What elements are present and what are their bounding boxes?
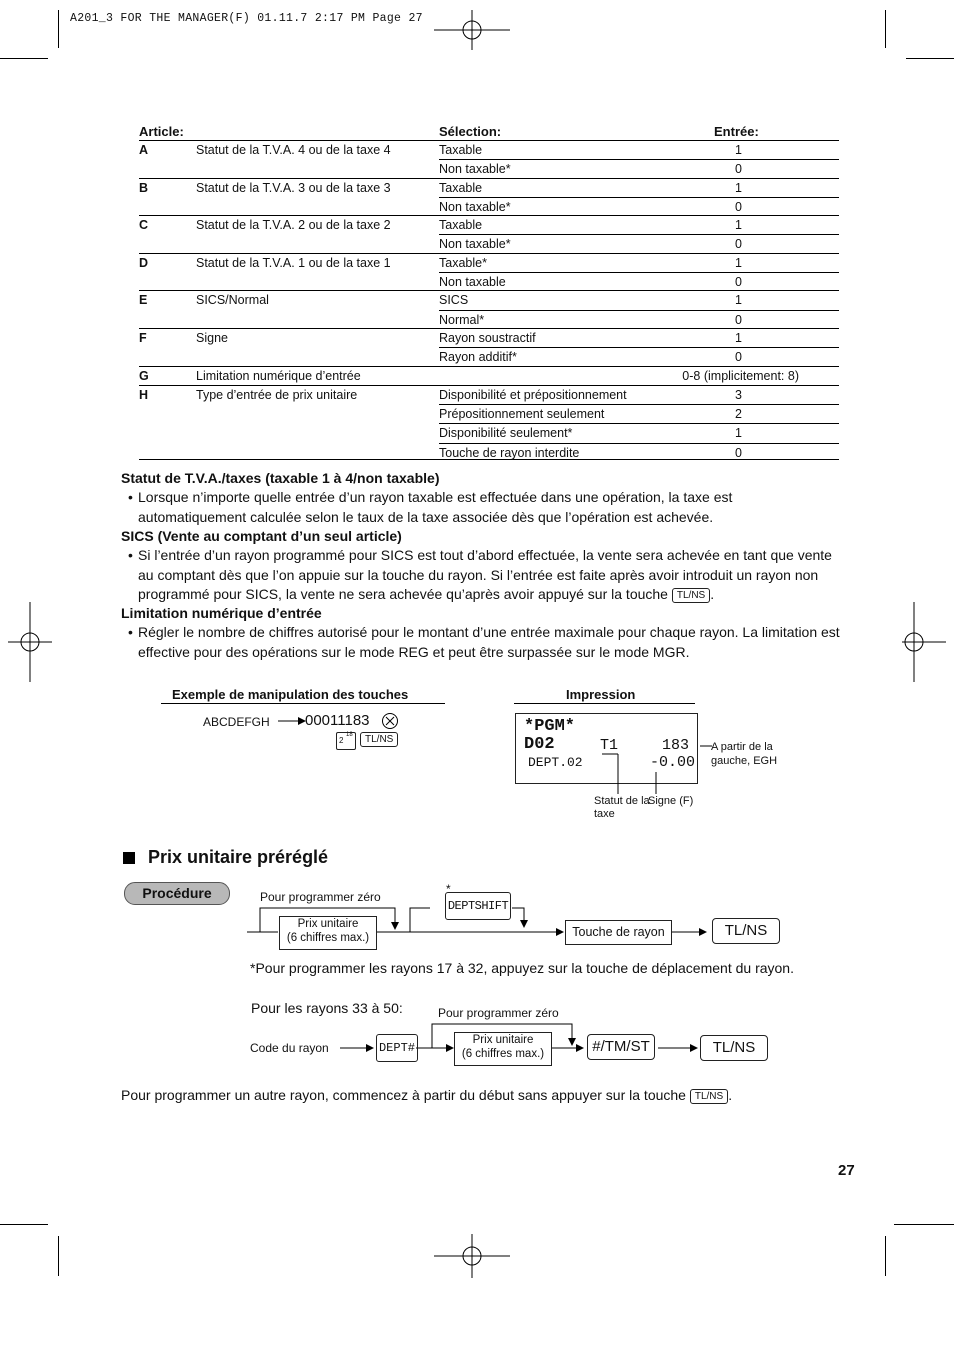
procedure-badge: Procédure	[124, 882, 230, 905]
item-article: SICS/Normal	[196, 293, 269, 308]
final-text	[121, 1087, 732, 1104]
item-article: Statut de la T.V.A. 2 ou de la taxe 2	[196, 218, 391, 233]
item-article: Statut de la T.V.A. 4 ou de la taxe 4	[196, 143, 391, 157]
entry-cell: 2	[735, 407, 742, 422]
table-row	[439, 367, 839, 385]
table-row	[439, 291, 839, 309]
final-text-body: Pour programmer un autre rayon, commencez à partir du début sans appuyer sur la touche	[121, 1087, 686, 1103]
receipt-line3: DEPT.02	[528, 755, 583, 770]
example-input-label: ABCDEFGH	[203, 715, 270, 729]
selection-cell: Rayon additif*	[439, 350, 517, 365]
col-article: Article:	[139, 124, 184, 139]
unit-price-sub-2: (6 chiffres max.)	[461, 1048, 545, 1060]
annotation-status: Statut de la taxe	[594, 795, 650, 820]
selection-cell: Prépositionnement seulement	[439, 407, 605, 422]
entry-cell: 3	[735, 387, 742, 402]
table-group	[139, 386, 839, 460]
footnote: *Pour programmer les rayons 17 à 32, appuyez sur la touche de déplacement du rayon.	[250, 960, 794, 976]
selection-cell: Non taxable*	[439, 237, 511, 252]
table-row	[439, 254, 839, 272]
tlns-key-1: TL/NS	[712, 918, 780, 944]
table-row	[439, 310, 839, 329]
entry-cell: 1	[735, 218, 742, 233]
print-title: Impression	[566, 687, 636, 702]
table-row	[439, 197, 839, 216]
selection-cell: Non taxable*	[439, 199, 511, 214]
receipt-leader-lines	[596, 738, 716, 796]
selection-cell: Touche de rayon interdite	[439, 445, 580, 460]
item-letter: F	[139, 330, 147, 345]
selection-cell: Taxable	[439, 143, 483, 157]
zero-label-2: Pour programmer zéro	[438, 1006, 559, 1020]
table-group	[139, 291, 839, 329]
registration-mark-bottom	[430, 1234, 514, 1278]
star-marker: *	[446, 882, 451, 896]
settings-table	[139, 124, 839, 460]
table-group	[139, 141, 839, 179]
table-group	[139, 254, 839, 292]
bullet: •	[128, 547, 133, 563]
item-letter: A	[139, 143, 149, 157]
unit-price-label-2: Prix unitaire	[472, 1034, 534, 1046]
tlns-key-2: TL/NS	[700, 1035, 768, 1061]
entry-cell: 0	[735, 350, 742, 365]
table-group	[139, 179, 839, 217]
table-row	[439, 141, 839, 159]
receipt-t1: T1	[600, 737, 619, 754]
note-sics-text	[138, 546, 843, 605]
section-bullet-square	[123, 852, 135, 864]
bullet: •	[128, 489, 133, 505]
col-selection: Sélection:	[439, 124, 502, 139]
unit-price-label: Prix unitaire	[297, 918, 359, 930]
item-letter: E	[139, 293, 148, 308]
selection-cell: Non taxable	[439, 275, 506, 290]
tm-st-key: #/TM/ST	[587, 1034, 655, 1060]
rayons-33-label: Pour les rayons 33 à 50:	[251, 1000, 403, 1016]
entry-cell: 0	[735, 162, 742, 177]
table-row	[439, 159, 839, 178]
table-row	[439, 179, 839, 197]
unit-price-sub: (6 chiffres max.)	[286, 932, 370, 944]
tlns-key: TL/NS	[360, 732, 398, 747]
entry-cell: 0	[735, 312, 742, 327]
arrow-right-icon	[278, 715, 306, 727]
entry-cell: 0	[735, 199, 742, 214]
key-2-label: 2	[339, 736, 344, 745]
selection-cell: Taxable	[439, 218, 483, 233]
item-article: Limitation numérique d’entrée	[196, 368, 361, 383]
table-row	[439, 386, 839, 404]
entry-cell: 1	[735, 330, 742, 345]
entry-cell: 1	[735, 293, 742, 308]
dept-key-box: Touche de rayon	[565, 920, 672, 945]
entry-cell: 1	[735, 426, 742, 441]
entry-cell: 0-8 (implicitement: 8)	[682, 368, 799, 383]
selection-cell: Non taxable*	[439, 162, 511, 177]
registration-mark-top	[430, 10, 514, 50]
zero-label-1: Pour programmer zéro	[260, 890, 381, 904]
note-heading-vat: Statut de T.V.A./taxes (taxable 1 à 4/non taxable)	[121, 470, 440, 486]
table-row	[439, 234, 839, 253]
table-row	[439, 443, 839, 462]
note-vat-text: Lorsque n’importe quelle entrée d’un rayon taxable est effectuée dans une opération, la taxe est automatiquement calculée selon le taux de la taxe associée dès que l’opération est achevée.	[138, 489, 733, 525]
entry-cell: 0	[735, 237, 742, 252]
item-article: Signe	[196, 330, 228, 345]
table-row	[439, 347, 839, 366]
key-2-18	[336, 732, 356, 750]
entry-cell: 1	[735, 143, 742, 157]
unit-price-box	[279, 916, 377, 950]
item-article: Statut de la T.V.A. 3 ou de la taxe 3	[196, 180, 391, 195]
selection-cell: Taxable*	[439, 255, 487, 270]
note-limit-text: Régler le nombre de chiffres autorisé pour le montant d’une entrée maximale pour chaque rayon. La limitation est effective pour des opérations sur le mode REG et peut être surpassée sur le mode MGR.	[138, 624, 840, 660]
item-letter: G	[139, 368, 149, 383]
selection-cell: Normal*	[439, 312, 485, 327]
table-group	[139, 367, 839, 386]
receipt-value: -0.00	[650, 754, 696, 771]
note-heading-limit: Limitation numérique d’entrée	[121, 605, 322, 621]
deptshift-key: DEPTSHIFT	[445, 892, 511, 920]
col-entry: Entrée:	[714, 124, 759, 139]
section-title: Prix unitaire préréglé	[148, 847, 329, 867]
table-row	[439, 216, 839, 234]
selection-cell: Taxable	[439, 180, 483, 195]
table-header	[139, 124, 839, 141]
receipt-num: 183	[662, 737, 690, 754]
entry-cell: 0	[735, 445, 742, 460]
item-letter: H	[139, 387, 149, 402]
note-sics-end: .	[710, 586, 715, 602]
note-heading-sics: SICS (Vente au comptant d’un seul article)	[121, 528, 402, 544]
registration-mark-right	[902, 602, 946, 682]
table-row	[439, 272, 839, 291]
key-18-label: 18	[346, 732, 353, 738]
registration-mark-left	[8, 602, 52, 682]
final-text-end: .	[728, 1087, 733, 1103]
table-group	[139, 216, 839, 254]
bullet: •	[128, 624, 133, 640]
tlns-key-inline: TL/NS	[672, 588, 710, 603]
print-header: A201_3 FOR THE MANAGER(F) 01.11.7 2:17 PM Page 27	[70, 12, 423, 25]
receipt-line2: D02	[524, 735, 555, 754]
item-letter: B	[139, 180, 149, 195]
table-row	[439, 404, 839, 423]
example-input-value: 00011183	[305, 712, 370, 729]
selection-cell: Rayon soustractif	[439, 330, 536, 345]
item-letter: C	[139, 218, 149, 233]
table-row	[439, 423, 839, 442]
annotation-sign: Signe (F)	[648, 795, 694, 807]
selection-cell: Disponibilité et prépositionnement	[439, 387, 627, 402]
item-letter: D	[139, 255, 149, 270]
multiply-key-icon	[381, 712, 399, 730]
table-group	[139, 329, 839, 367]
item-article: Type d’entrée de prix unitaire	[196, 387, 358, 402]
tlns-key-final: TL/NS	[690, 1089, 728, 1104]
note-sics-body: Si l’entrée d’un rayon programmé pour SICS est tout d’abord effectuée, la vente sera achevée en tant que vente au comptant dès que l’on appuie sur la touche du rayon. Si l’entrée est faite après avoir introduit un rayon non programmé pour SICS, la vente ne sera achevée qu’après avoir appuyé sur la touche	[138, 547, 832, 602]
dept-num-key: DEPT#	[376, 1034, 418, 1062]
code-rayon-label: Code du rayon	[250, 1041, 329, 1055]
entry-cell: 1	[735, 255, 742, 270]
unit-price-box-2	[454, 1032, 552, 1066]
selection-cell: Disponibilité seulement*	[439, 426, 573, 441]
annotation-right: A partir de la gauche, EGH	[711, 741, 778, 767]
entry-cell: 0	[735, 275, 742, 290]
example-title: Exemple de manipulation des touches	[172, 687, 409, 702]
selection-cell: SICS	[439, 293, 469, 308]
item-article: Statut de la T.V.A. 1 ou de la taxe 1	[196, 255, 391, 270]
entry-cell: 1	[735, 180, 742, 195]
page-number: 27	[838, 1162, 855, 1179]
table-row	[439, 329, 839, 347]
receipt-line1: *PGM*	[524, 717, 576, 736]
